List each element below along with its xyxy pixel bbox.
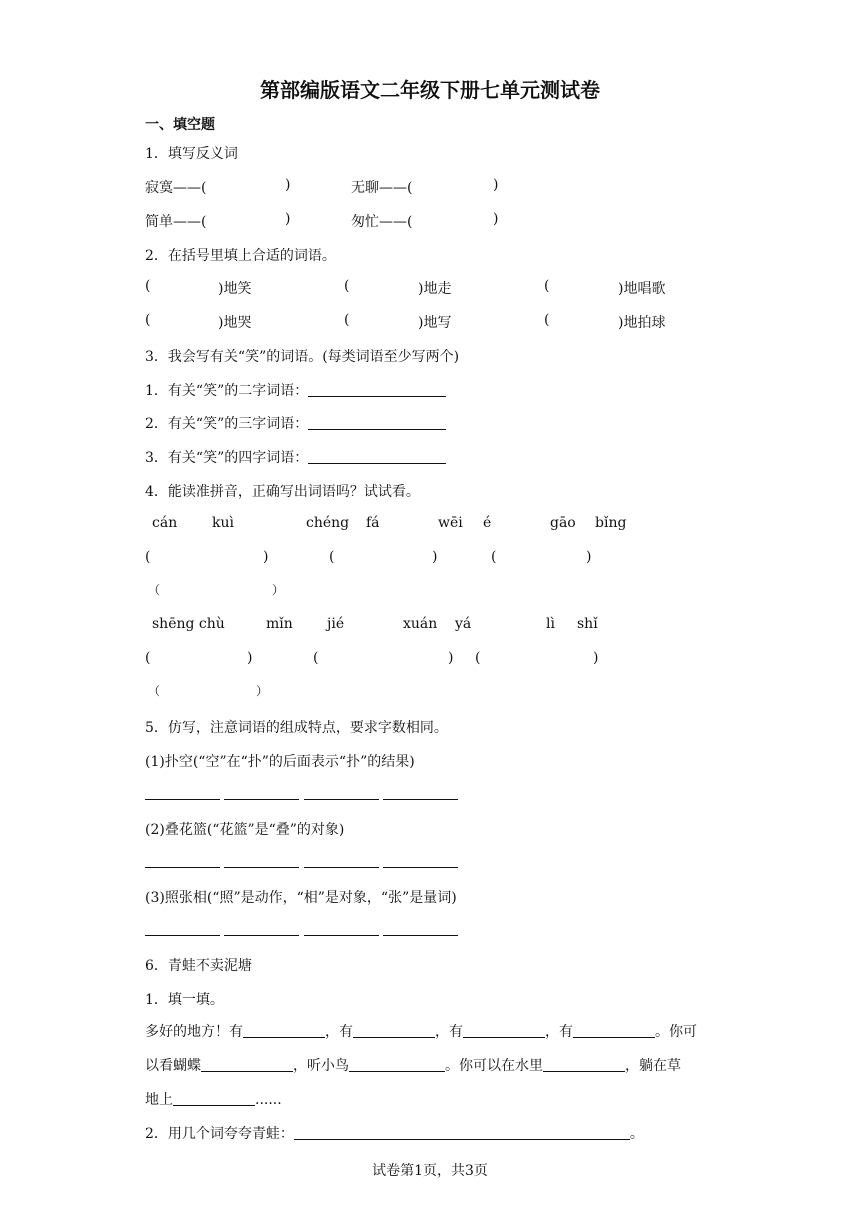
pinyin: gāo [550,515,576,531]
answer-blank[interactable] [173,1091,255,1106]
q5-blanks-3 [145,921,458,938]
q5-item-1: (1)扑空(“空”在“扑”的后面表示“扑”的结果) [145,754,415,770]
bracket-close: ) [593,650,599,666]
antonym-3-left: 简单——( [145,214,207,230]
q6-paragraph-line-1: 多好的地方！有 ，有 ，有 ，有 。你可 [145,1024,697,1040]
answer-blank[interactable] [145,921,220,936]
bracket-open: ( [329,549,335,565]
answer-blank[interactable] [383,921,458,936]
pinyin: xuán [403,616,438,632]
answer-blank[interactable] [145,853,220,868]
pinyin: bǐng [595,515,627,531]
antonym-2-left: 无聊——( [351,180,413,196]
question-5-stem: 5．仿写，注意词语的组成特点，要求字数相同。 [145,720,448,736]
bracket-close: ) [432,549,438,565]
q2-r1-word-3: )地唱歌 [618,281,666,297]
bracket-close: ) [263,549,269,565]
bracket-close: ） [272,583,285,597]
q5-blanks-2 [145,853,458,870]
pinyin: yá [455,616,472,632]
q6-paragraph-line-3: 地上 ...... [145,1092,282,1108]
bracket-close: ) [586,549,592,565]
answer-blank[interactable] [224,853,299,868]
q2-r2-open-3: ( [544,312,550,328]
bracket-open: ( [313,650,319,666]
answer-blank[interactable] [304,785,379,800]
pinyin: é [483,515,492,531]
answer-blank[interactable] [308,415,446,430]
q2-r2-open-1: ( [145,312,151,328]
q6-paragraph-line-2: 以看蝴蝶 ，听小鸟 。你可以在水里 ，躺在草 [145,1058,681,1074]
bracket-open: ( [491,549,497,565]
question-2-stem: 2．在括号里填上合适的词语。 [145,248,336,264]
antonym-4-left: 匆忙——( [351,214,413,230]
answer-blank[interactable] [463,1023,545,1038]
question-4-stem: 4．能读准拼音，正确写出词语吗？试试看。 [145,484,420,500]
q2-r2-word-3: )地拍球 [618,315,666,331]
pinyin: chéng [306,515,350,531]
antonym-4-close: ) [493,211,499,227]
answer-blank[interactable] [353,1023,435,1038]
bracket-open: ( [475,650,481,666]
answer-blank[interactable] [308,382,446,397]
answer-blank[interactable] [543,1057,625,1072]
answer-blank[interactable] [224,785,299,800]
q2-r1-word-1: )地笑 [218,281,252,297]
pinyin: wēi [438,515,463,531]
q2-r1-open-1: ( [145,278,151,294]
answer-blank[interactable] [201,1057,293,1072]
page-footer: 试卷第1页，共3页 [372,1163,488,1179]
pinyin: fá [366,515,380,531]
pinyin: mǐn [266,616,293,632]
bracket-close: ) [247,650,253,666]
answer-blank[interactable] [304,921,379,936]
q3-item-2: 2．有关“笑”的三字词语： [145,413,446,433]
q2-r2-open-2: ( [344,312,350,328]
antonym-3-close: ) [285,211,291,227]
answer-blank[interactable] [349,1057,445,1072]
section-heading: 一、填空题 [145,117,215,133]
antonym-1-close: ) [285,177,291,193]
question-1-stem: 1．填写反义词 [145,146,238,162]
pinyin: cán [152,515,178,531]
bracket-open: （ [148,684,161,698]
q5-blanks-1 [145,785,458,802]
q3-item-1: 1．有关“笑”的二字词语： [145,380,446,400]
q2-r2-word-1: )地哭 [218,315,252,331]
q5-item-3: (3)照张相(“照”是动作，“相”是对象，“张”是量词) [145,890,457,906]
answer-blank[interactable] [145,785,220,800]
antonym-2-close: ) [493,177,499,193]
bracket-open: ( [145,549,151,565]
pinyin: lì [546,616,555,632]
bracket-open: （ [148,583,161,597]
page-title: 第部编版语文二年级下册七单元测试卷 [260,78,600,102]
pinyin: jié [327,616,345,632]
bracket-open: ( [145,650,151,666]
q2-r1-open-2: ( [344,278,350,294]
question-6-stem: 6．青蛙不卖泥塘 [145,958,252,974]
answer-blank[interactable] [294,1125,630,1140]
answer-blank[interactable] [224,921,299,936]
q2-r2-word-2: )地写 [418,315,452,331]
question-3-stem: 3．我会写有关“笑”的词语。(每类词语至少写两个) [145,349,460,365]
q6-sub-1: 1．填一填。 [145,992,224,1008]
answer-blank[interactable] [308,449,446,464]
antonym-1-left: 寂寞——( [145,180,207,196]
bracket-close: ) [448,650,454,666]
q6-sub-2: 2．用几个词夸夸青蛙： 。 [145,1126,644,1142]
pinyin: shǐ [577,616,598,632]
q2-r1-word-2: )地走 [418,281,452,297]
q2-r1-open-3: ( [544,278,550,294]
q5-item-2: (2)叠花篮(“花篮”是“叠”的对象) [145,822,345,838]
q3-item-3: 3．有关“笑”的四字词语： [145,447,446,467]
pinyin: kuì [212,515,234,531]
answer-blank[interactable] [573,1023,655,1038]
bracket-close: ） [256,684,269,698]
answer-blank[interactable] [383,853,458,868]
answer-blank[interactable] [304,853,379,868]
pinyin: shēng chù [152,616,225,632]
answer-blank[interactable] [243,1023,325,1038]
answer-blank[interactable] [383,785,458,800]
